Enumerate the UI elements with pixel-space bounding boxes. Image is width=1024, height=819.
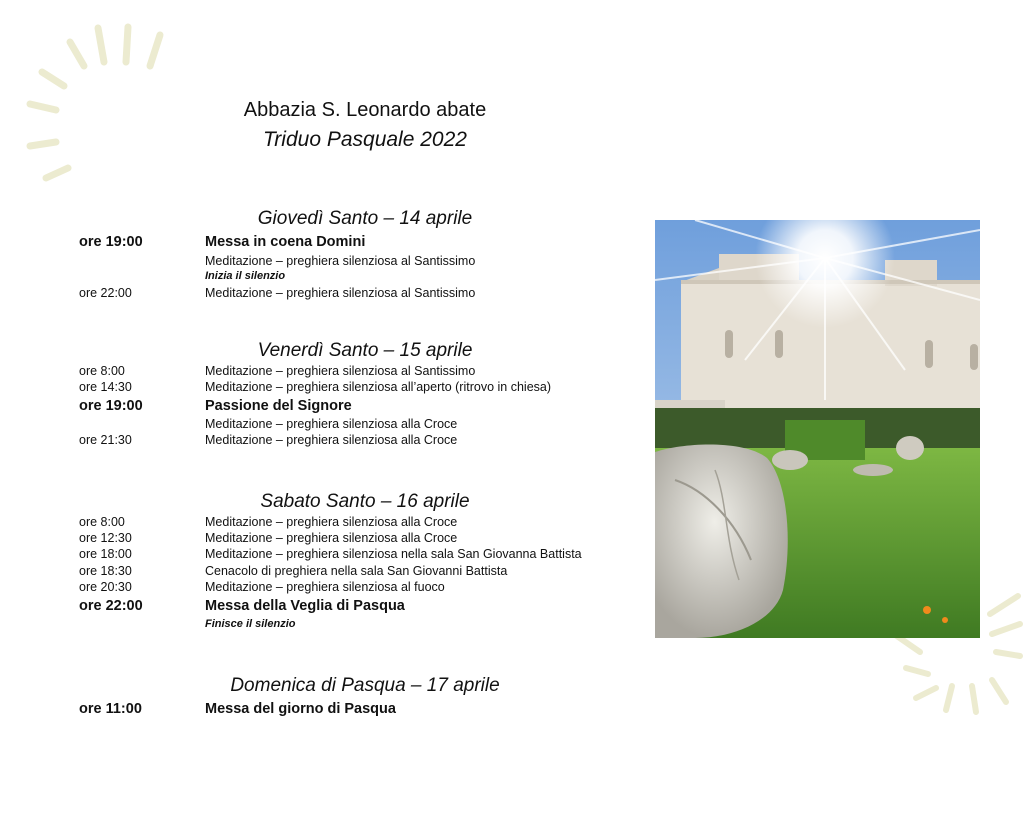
row-text: Meditazione – preghiera silenziosa alla Croce — [205, 417, 458, 431]
schedule-note — [0, 270, 650, 286]
row-text: Meditazione – preghiera silenziosa alla Croce — [205, 433, 458, 447]
row-text: Messa della Veglia di Pasqua — [205, 598, 405, 614]
row-text: Meditazione – preghiera silenziosa alla Croce — [205, 531, 458, 545]
schedule-row — [0, 433, 650, 449]
row-time: ore 12:30 — [79, 531, 132, 545]
row-time: ore 14:30 — [79, 380, 132, 394]
row-time: ore 19:00 — [79, 398, 143, 414]
row-text: Meditazione – preghiera silenziosa alla Croce — [205, 515, 458, 529]
row-time: ore 18:00 — [79, 547, 132, 561]
document-title: Abbazia S. Leonardo abate — [243, 99, 487, 121]
row-text: Cenacolo di preghiera nella sala San Giovanni Battista — [205, 564, 508, 578]
day-title-venerdi: Venerdì Santo – 15 aprile — [257, 340, 473, 361]
schedule-note — [0, 618, 650, 634]
row-text: Meditazione – preghiera silenziosa nella sala San Giovanna Battista — [205, 547, 582, 561]
row-text: Finisce il silenzio — [205, 618, 296, 630]
row-time: ore 8:00 — [79, 364, 125, 378]
schedule-row — [0, 254, 650, 270]
abbey-photo — [655, 220, 980, 638]
row-time: ore 22:00 — [79, 598, 143, 614]
row-time: ore 8:00 — [79, 515, 125, 529]
schedule-row — [0, 286, 650, 302]
row-text: Passione del Signore — [205, 398, 352, 414]
row-text: Meditazione – preghiera silenziosa al fuoco — [205, 580, 445, 594]
row-time: ore 20:30 — [79, 580, 132, 594]
schedule-row — [0, 564, 650, 580]
day-title-sabato: Sabato Santo – 16 aprile — [260, 491, 470, 512]
schedule-row — [0, 701, 650, 717]
row-text: Meditazione – preghiera silenziosa al Santissimo — [205, 254, 476, 268]
row-time: ore 22:00 — [79, 286, 132, 300]
day-title-domenica: Domenica di Pasqua – 17 aprile — [230, 675, 500, 696]
row-time: ore 18:30 — [79, 564, 132, 578]
row-text: Messa in coena Domini — [205, 234, 366, 250]
schedule-row — [0, 547, 650, 563]
row-text: Messa del giorno di Pasqua — [205, 701, 396, 717]
schedule-row — [0, 364, 650, 380]
schedule-row — [0, 380, 650, 396]
row-text: Inizia il silenzio — [205, 270, 286, 282]
schedule-row — [0, 398, 650, 414]
row-text: Meditazione – preghiera silenziosa all’aperto (ritrovo in chiesa) — [205, 380, 552, 394]
row-time: ore 11:00 — [79, 701, 142, 717]
row-text: Meditazione – preghiera silenziosa al Santissimo — [205, 286, 476, 300]
schedule-row — [0, 234, 650, 250]
schedule-row — [0, 417, 650, 433]
schedule-row — [0, 515, 650, 531]
row-time: ore 19:00 — [79, 234, 143, 250]
schedule-row — [0, 531, 650, 547]
row-text: Meditazione – preghiera silenziosa al Santissimo — [205, 364, 476, 378]
row-time: ore 21:30 — [79, 433, 132, 447]
schedule-row — [0, 598, 650, 614]
schedule-row — [0, 580, 650, 596]
document-subtitle: Triduo Pasquale 2022 — [263, 128, 467, 151]
day-title-giovedi: Giovedì Santo – 14 aprile — [257, 208, 473, 229]
